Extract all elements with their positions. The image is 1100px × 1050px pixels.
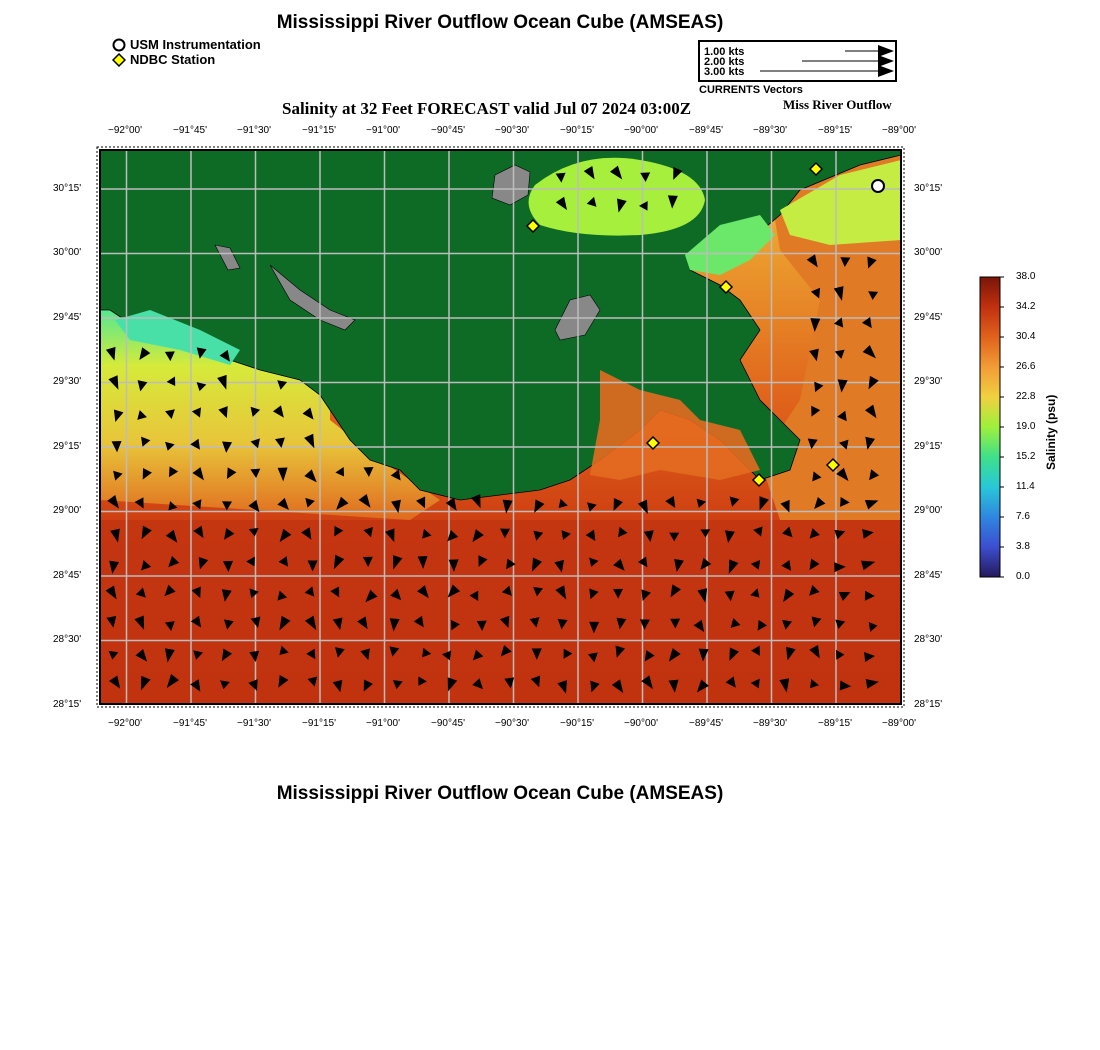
main-title: Mississippi River Outflow Ocean Cube (AMSEAS) (276, 12, 724, 33)
lon-tick: −90°45' (431, 718, 465, 729)
lon-tick: −91°45' (173, 125, 207, 136)
lon-tick: −89°30' (753, 125, 787, 136)
lat-tick: 29°15' (914, 441, 943, 452)
lon-tick: −92°00' (108, 125, 142, 136)
lon-tick: −89°30' (753, 718, 787, 729)
vector-legend-caption: CURRENTS Vectors (699, 84, 803, 96)
colorbar-tick: 3.8 (1016, 541, 1030, 552)
lon-tick: −91°15' (302, 718, 336, 729)
lat-tick: 30°00' (53, 247, 82, 258)
salinity-colorbar (975, 272, 1015, 584)
lat-tick: 28°30' (53, 634, 82, 645)
colorbar-tick: 15.2 (1016, 451, 1036, 462)
lon-tick: −90°30' (495, 718, 529, 729)
legend-usm-label: USM Instrumentation (130, 37, 261, 52)
usm-instrument-icon (872, 180, 884, 192)
colorbar-tick: 0.0 (1016, 571, 1030, 582)
lon-tick: −90°15' (560, 125, 594, 136)
lon-tick: −91°00' (366, 125, 400, 136)
lat-tick: 29°45' (914, 312, 943, 323)
colorbar-label: Salinity (psu) (1044, 394, 1058, 470)
lon-tick: −89°45' (689, 718, 723, 729)
deep-water-band (100, 520, 901, 704)
map-subtitle: Salinity at 32 Feet FORECAST valid Jul 07 2024 03:00Z (282, 99, 692, 118)
lat-tick: 28°45' (914, 570, 943, 581)
lon-tick: −89°00' (882, 125, 916, 136)
lat-tick: 29°30' (53, 376, 82, 387)
lon-tick: −89°00' (882, 718, 916, 729)
lat-tick: 30°00' (914, 247, 943, 258)
lon-tick: −91°00' (366, 718, 400, 729)
lon-tick: −90°15' (560, 718, 594, 729)
vector-legend-row-1: 1.00 kts (704, 46, 745, 58)
legend-ndbc-label: NDBC Station (130, 52, 216, 67)
colorbar-tick: 19.0 (1016, 421, 1036, 432)
colorbar-tick: 30.4 (1016, 331, 1036, 342)
map-subtitle-right: Miss River Outflow (783, 97, 892, 112)
lon-tick: −89°15' (818, 718, 852, 729)
lon-tick: −90°00' (624, 125, 658, 136)
lat-tick: 29°15' (53, 441, 82, 452)
lat-tick: 29°45' (53, 312, 82, 323)
lon-tick: −91°15' (302, 125, 336, 136)
colorbar-tick: 22.8 (1016, 391, 1036, 402)
lat-tick: 29°00' (914, 505, 943, 516)
lon-tick: −92°00' (108, 718, 142, 729)
vector-legend-row-3: 3.00 kts (704, 66, 745, 78)
lon-tick: −90°45' (431, 125, 465, 136)
lat-tick: 28°15' (914, 699, 943, 710)
lat-tick: 30°15' (914, 183, 943, 194)
lon-tick: −91°30' (237, 125, 271, 136)
second-title: Mississippi River Outflow Ocean Cube (AMSEAS) (276, 783, 724, 804)
colorbar-tick: 7.6 (1016, 511, 1030, 522)
colorbar-tick: 34.2 (1016, 301, 1036, 312)
lat-tick: 29°00' (53, 505, 82, 516)
colorbar-tick: 26.6 (1016, 361, 1036, 372)
lat-tick: 29°30' (914, 376, 943, 387)
lon-tick: −91°45' (173, 718, 207, 729)
lat-tick: 30°15' (53, 183, 82, 194)
colorbar-tick: 38.0 (1016, 271, 1036, 282)
lon-tick: −91°30' (237, 718, 271, 729)
lat-tick: 28°45' (53, 570, 82, 581)
lon-tick: −89°45' (689, 125, 723, 136)
lon-tick: −90°30' (495, 125, 529, 136)
colorbar-tick: 11.4 (1016, 481, 1035, 492)
vector-legend-row-2: 2.00 kts (704, 56, 745, 68)
lon-tick: −89°15' (818, 125, 852, 136)
lon-tick: −90°00' (624, 718, 658, 729)
lat-tick: 28°15' (53, 699, 82, 710)
lat-tick: 28°30' (914, 634, 943, 645)
